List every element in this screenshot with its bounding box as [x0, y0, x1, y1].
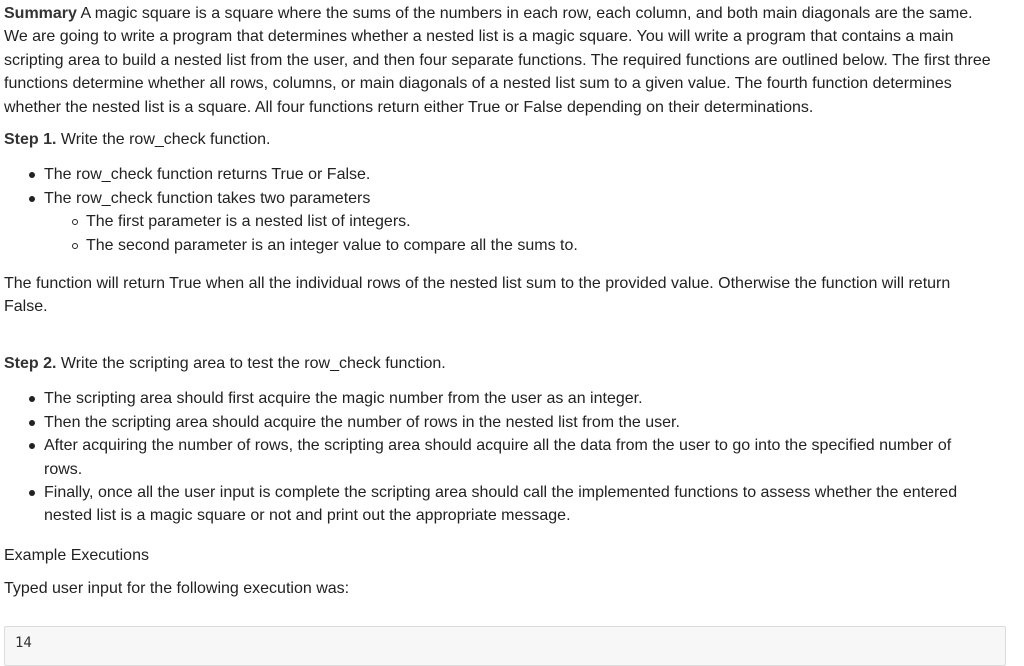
step1-sub-bullet: The second parameter is an integer value to compare all the sums to. [86, 234, 1020, 257]
summary-label: Summary [4, 5, 77, 22]
step2-heading [4, 352, 1020, 375]
code-line: 14 [15, 635, 32, 651]
step1-heading [4, 128, 1020, 151]
step1-bullet [44, 187, 1020, 257]
summary-paragraph [4, 0, 994, 119]
example-executions-heading: Example Executions [4, 546, 149, 564]
step1-label: Step 1. [4, 131, 57, 149]
step2-bullet: Then the scripting area should acquire the number of rows in the nested list from the user. [44, 411, 988, 434]
step2-label: Step 2. [4, 354, 57, 372]
step2-bullet: After acquiring the number of rows, the scripting area should acquire all the data from the user to go into the specified number of rows. [44, 434, 988, 481]
example-input-code-block [4, 626, 1006, 666]
step1-bullet-text: The row_check function returns True or False. [44, 166, 371, 184]
step1-title: Write the row_check function. [56, 131, 271, 149]
step2-bullet-list [4, 387, 988, 527]
summary-text: A magic square is a square where the sums of the numbers in each row, each column, and both main diagonals are the same. We are going to write a program that determines whether a nested list is a magic square. You will write a program that contains a main scripting area to build a nested list from the user, and then four separate functions. The required functions are outlined below. The first three functions determine whether all rows, columns, or main diagonals of a nested list sum to a given value. The fourth function determines whether the nested list is a square. All four functions return either True or False depending on their determinations. [4, 5, 991, 116]
step2-title: Write the scripting area to test the row_check function. [56, 354, 446, 372]
typed-input-intro: Typed user input for the following execution was: [4, 580, 350, 598]
step1-bullet [44, 163, 1020, 186]
step1-bullet-list [4, 163, 1020, 257]
step1-sub-bullet-list [44, 210, 1020, 257]
step2-bullet: The scripting area should first acquire the magic number from the user as an integer. [44, 387, 988, 410]
step2-bullet: Finally, once all the user input is complete the scripting area should call the implemented functions to assess whether the entered nested list is a magic square or not and print out the appropriate message. [44, 481, 988, 528]
step1-bullet-text: The row_check function takes two parameters [44, 189, 371, 207]
step1-return-paragraph: The function will return True when all the individual rows of the nested list sum to the provided value. Otherwise the function will return False. [4, 275, 951, 316]
step1-sub-bullet: The first parameter is a nested list of integers. [86, 210, 1020, 233]
